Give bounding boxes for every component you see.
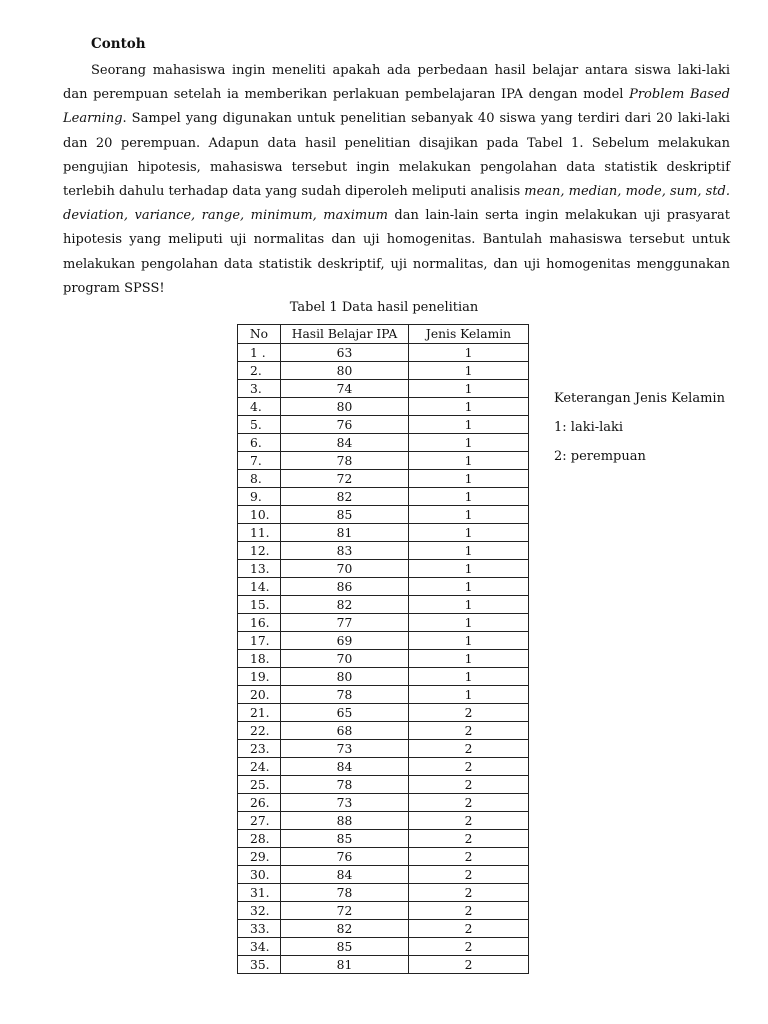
cell-jenis-kelamin: 1 [409,650,529,668]
cell-jenis-kelamin: 1 [409,452,529,470]
table-row [238,650,529,668]
cell-hasil-belajar: 69 [281,632,409,650]
cell-no: 7. [238,452,281,470]
cell-hasil-belajar: 80 [281,362,409,380]
cell-jenis-kelamin: 1 [409,578,529,596]
cell-jenis-kelamin: 2 [409,938,529,956]
cell-no: 5. [238,416,281,434]
cell-no: 9. [238,488,281,506]
cell-hasil-belajar: 78 [281,452,409,470]
cell-hasil-belajar: 86 [281,578,409,596]
cell-no: 30. [238,866,281,884]
table-row [238,542,529,560]
table-row [238,776,529,794]
table-row [238,596,529,614]
cell-hasil-belajar: 83 [281,542,409,560]
table-row [238,668,529,686]
gender-legend [554,384,725,471]
header-no: No [238,325,281,344]
cell-no: 32. [238,902,281,920]
table-row [238,740,529,758]
cell-no: 20. [238,686,281,704]
paragraph-analysis-terms: mean, median, mode, sum, std. deviation, variance, range, minimum, maximum [63,184,730,224]
cell-no: 28. [238,830,281,848]
table-row [238,434,529,452]
section-heading: Contoh [91,36,146,52]
legend-item-female: 2: perempuan [554,449,646,464]
cell-no: 26. [238,794,281,812]
paragraph-text-3: dan lain-lain serta ingin melakukan uji prasyarat hipotesis yang meliputi uji normalitas dan uji homogenitas. Bantulah mahasiswa tersebut untuk melakukan pengolahan data statistik deskriptif, uji normalitas, dan uji homogenitas menggunakan program SPSS! [63,208,730,296]
cell-hasil-belajar: 82 [281,488,409,506]
table-row [238,380,529,398]
table-row [238,758,529,776]
paragraph-text-2: . Sampel yang digunakan untuk penelitian sebanyak 40 siswa yang terdiri dari 20 laki-laki dan 20 perempuan. Adapun data hasil penelitian disajikan pada Tabel 1. Sebelum melakukan pengujian hipotesis, mahasiswa tersebut ingin melakukan pengolahan data statistik deskriptif terlebih dahulu terhadap data yang sudah diperoleh meliputi analisis [63,111,730,200]
cell-no: 24. [238,758,281,776]
cell-jenis-kelamin: 2 [409,956,529,974]
paragraph-text-1: Seorang mahasiswa ingin meneliti apakah ada perbedaan hasil belajar antara siswa laki-laki dan perempuan setelah ia memberikan perlakuan pembelajaran IPA dengan model [63,63,730,103]
cell-jenis-kelamin: 1 [409,380,529,398]
cell-no: 4. [238,398,281,416]
cell-hasil-belajar: 84 [281,758,409,776]
cell-jenis-kelamin: 2 [409,830,529,848]
cell-no: 22. [238,722,281,740]
cell-jenis-kelamin: 2 [409,866,529,884]
header-jenis-kelamin: Jenis Kelamin [409,325,529,344]
cell-no: 6. [238,434,281,452]
cell-hasil-belajar: 82 [281,920,409,938]
cell-no: 17. [238,632,281,650]
cell-jenis-kelamin: 1 [409,542,529,560]
cell-hasil-belajar: 73 [281,740,409,758]
cell-no: 18. [238,650,281,668]
data-table [237,324,529,974]
cell-jenis-kelamin: 1 [409,344,529,362]
table-row [238,416,529,434]
table-row [238,722,529,740]
cell-hasil-belajar: 84 [281,434,409,452]
table-row [238,848,529,866]
cell-no: 23. [238,740,281,758]
cell-hasil-belajar: 82 [281,596,409,614]
cell-no: 8. [238,470,281,488]
cell-no: 13. [238,560,281,578]
table-row [238,632,529,650]
cell-hasil-belajar: 70 [281,650,409,668]
cell-jenis-kelamin: 2 [409,722,529,740]
table-row [238,524,529,542]
cell-jenis-kelamin: 2 [409,740,529,758]
table-row [238,686,529,704]
cell-hasil-belajar: 78 [281,776,409,794]
cell-hasil-belajar: 65 [281,704,409,722]
cell-hasil-belajar: 84 [281,866,409,884]
table-row [238,902,529,920]
table-row [238,812,529,830]
table-row [238,956,529,974]
cell-jenis-kelamin: 1 [409,488,529,506]
cell-hasil-belajar: 73 [281,794,409,812]
cell-no: 21. [238,704,281,722]
cell-hasil-belajar: 80 [281,668,409,686]
cell-jenis-kelamin: 1 [409,596,529,614]
cell-no: 29. [238,848,281,866]
table-row [238,938,529,956]
table-row [238,704,529,722]
cell-no: 35. [238,956,281,974]
cell-hasil-belajar: 77 [281,614,409,632]
cell-no: 31. [238,884,281,902]
cell-jenis-kelamin: 1 [409,506,529,524]
table-row [238,920,529,938]
table-header-row [238,325,529,344]
cell-jenis-kelamin: 1 [409,470,529,488]
table-row [238,614,529,632]
cell-jenis-kelamin: 1 [409,362,529,380]
cell-hasil-belajar: 85 [281,830,409,848]
table-row [238,578,529,596]
cell-jenis-kelamin: 1 [409,668,529,686]
problem-paragraph [63,59,730,301]
cell-hasil-belajar: 70 [281,560,409,578]
header-hasil-belajar: Hasil Belajar IPA [281,325,409,344]
cell-no: 10. [238,506,281,524]
table-row [238,884,529,902]
cell-no: 1 . [238,344,281,362]
cell-hasil-belajar: 78 [281,686,409,704]
table-row [238,560,529,578]
cell-hasil-belajar: 85 [281,506,409,524]
cell-no: 19. [238,668,281,686]
paragraph-model-name: Problem Based Learning [63,87,730,127]
cell-jenis-kelamin: 1 [409,524,529,542]
cell-hasil-belajar: 72 [281,902,409,920]
cell-no: 12. [238,542,281,560]
cell-jenis-kelamin: 1 [409,686,529,704]
cell-hasil-belajar: 81 [281,524,409,542]
cell-hasil-belajar: 88 [281,812,409,830]
cell-no: 15. [238,596,281,614]
table-row [238,344,529,362]
cell-jenis-kelamin: 1 [409,416,529,434]
cell-no: 3. [238,380,281,398]
cell-no: 14. [238,578,281,596]
table-row [238,488,529,506]
table-row [238,830,529,848]
cell-no: 16. [238,614,281,632]
cell-jenis-kelamin: 1 [409,560,529,578]
cell-no: 2. [238,362,281,380]
cell-no: 11. [238,524,281,542]
cell-hasil-belajar: 81 [281,956,409,974]
cell-jenis-kelamin: 1 [409,614,529,632]
table-row [238,362,529,380]
table-row [238,794,529,812]
cell-hasil-belajar: 80 [281,398,409,416]
cell-no: 33. [238,920,281,938]
cell-jenis-kelamin: 2 [409,884,529,902]
cell-jenis-kelamin: 1 [409,632,529,650]
cell-no: 27. [238,812,281,830]
table-row [238,866,529,884]
cell-jenis-kelamin: 2 [409,704,529,722]
table-row [238,506,529,524]
cell-no: 34. [238,938,281,956]
cell-jenis-kelamin: 2 [409,776,529,794]
legend-title: Keterangan Jenis Kelamin [554,391,725,406]
cell-hasil-belajar: 76 [281,416,409,434]
cell-hasil-belajar: 76 [281,848,409,866]
table-body [238,344,529,974]
cell-hasil-belajar: 72 [281,470,409,488]
cell-jenis-kelamin: 2 [409,848,529,866]
cell-hasil-belajar: 74 [281,380,409,398]
legend-item-male: 1: laki-laki [554,420,624,435]
cell-hasil-belajar: 68 [281,722,409,740]
cell-jenis-kelamin: 2 [409,920,529,938]
table-row [238,452,529,470]
cell-hasil-belajar: 63 [281,344,409,362]
cell-jenis-kelamin: 2 [409,794,529,812]
cell-jenis-kelamin: 2 [409,902,529,920]
table-caption: Tabel 1 Data hasil penelitian [289,300,479,315]
table-row [238,398,529,416]
cell-jenis-kelamin: 2 [409,812,529,830]
cell-no: 25. [238,776,281,794]
table-row [238,470,529,488]
cell-jenis-kelamin: 1 [409,434,529,452]
cell-hasil-belajar: 78 [281,884,409,902]
cell-jenis-kelamin: 1 [409,398,529,416]
cell-hasil-belajar: 85 [281,938,409,956]
cell-jenis-kelamin: 2 [409,758,529,776]
